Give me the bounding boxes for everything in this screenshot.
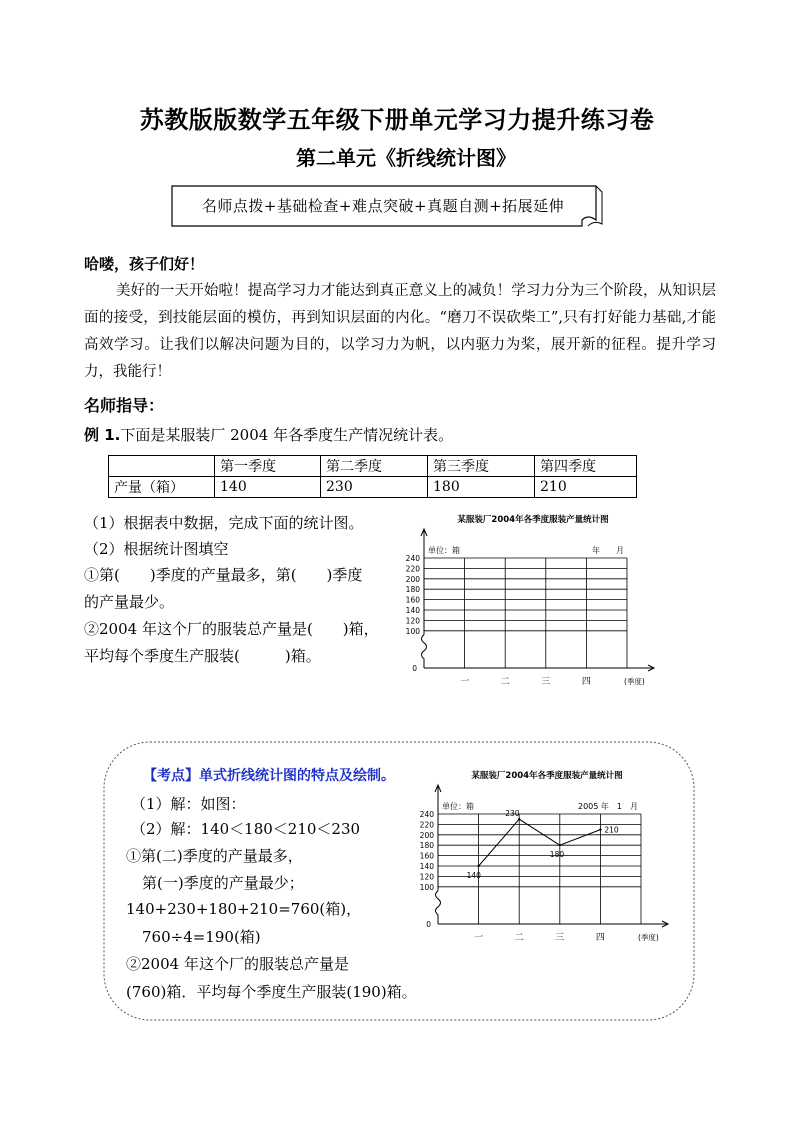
answer-line-5: 140+230+180+210=760(箱)，	[126, 900, 362, 918]
y-tick-label: 200	[419, 830, 434, 840]
production-table	[108, 455, 637, 498]
data-label: 210	[604, 825, 619, 835]
x-tick-label: 三	[555, 933, 565, 943]
axis-break-symbol	[422, 635, 427, 668]
y-tick-label: 180	[419, 841, 434, 851]
table-cell: 第四季度	[535, 456, 637, 477]
x-tick-label: 二	[514, 933, 524, 943]
x-tick-label: 一	[474, 933, 484, 943]
answer-line-1: （1）解：如图：	[131, 795, 246, 813]
data-series-line	[479, 819, 601, 866]
question-2: （2）根据统计图填空	[84, 540, 229, 558]
y-tick-label: 240	[405, 554, 420, 563]
y-tick-label: 220	[419, 820, 434, 830]
answer-line-7: ②2004 年这个厂的服装总产量是	[126, 955, 349, 973]
key-point: 【考点】单式折线统计图的特点及绘制。	[143, 768, 395, 784]
y-tick-label: 0	[426, 920, 431, 929]
intro-paragraph: 美好的一天开始啦！提高学习力才能达到真正意义上的减负！学习力分为三个阶段，从知识层面的接受，到技能层面的模仿，再到知识层面的内化。“磨刀不误砍柴工”,只有打好能力基础,才能高效学习。让我们以解决问题为目的，以学习力为帆，以内驱力为桨，展开新的征程。提升学习力，我能行！	[84, 283, 716, 380]
data-point	[518, 818, 520, 820]
table-cell	[109, 456, 215, 477]
page-title: 苏教版版数学五年级下册单元学习力提升练习卷	[139, 105, 655, 134]
table-cell: 210	[535, 477, 637, 498]
data-label: 230	[505, 809, 520, 819]
question-4a: ②2004 年这个厂的服装总产量是( )箱，	[84, 620, 379, 638]
data-point	[477, 865, 479, 867]
question-3a: ①第( )季度的产量最多，第( )季度	[84, 566, 363, 584]
data-point	[599, 828, 601, 830]
chart-date-label: 2005 年 1 月	[578, 802, 638, 811]
y-tick-label: 220	[405, 564, 420, 574]
chart-unit-label: 单位：箱	[428, 546, 460, 555]
table-header-row	[109, 456, 637, 477]
table-cell: 140	[215, 477, 321, 498]
question-4b: 平均每个季度生产服装( )箱。	[84, 647, 321, 665]
x-axis-label: (季度)	[638, 933, 659, 942]
y-tick-label: 0	[412, 664, 417, 673]
table-cell: 230	[321, 477, 428, 498]
y-tick-label: 100	[405, 626, 420, 636]
unit-subtitle: 第二单元《折线统计图》	[296, 146, 516, 170]
y-tick-label: 120	[405, 616, 420, 626]
answer-line-8: (760)箱．平均每个季度生产服装(190)箱。	[126, 983, 417, 1001]
table-row	[109, 477, 637, 498]
teacher-guide-heading: 名师指导：	[84, 396, 165, 415]
question-1: （1）根据表中数据，完成下面的统计图。	[84, 514, 364, 532]
y-tick-label: 160	[405, 595, 420, 605]
data-label: 180	[549, 850, 565, 860]
table-cell: 第二季度	[321, 456, 428, 477]
example-text: 下面是某服装厂 2004 年各季度生产情况统计表。	[120, 426, 454, 444]
table-cell: 第一季度	[215, 456, 321, 477]
data-label: 140	[466, 871, 481, 880]
y-tick-label: 160	[419, 851, 434, 861]
chart-date-label: 年 月	[592, 546, 624, 555]
y-tick-label: 180	[405, 585, 420, 595]
greeting: 哈喽，孩子们好！	[84, 255, 205, 273]
x-tick-label: 四	[595, 933, 605, 943]
data-point	[559, 844, 561, 846]
x-tick-label: 一	[460, 677, 470, 687]
x-axis-label: (季度)	[624, 677, 645, 686]
answer-line-6: 760÷4=190(箱)	[142, 928, 261, 946]
question-3b: 的产量最少。	[84, 593, 175, 611]
x-tick-label: 二	[500, 677, 510, 687]
table-cell: 180	[428, 477, 535, 498]
answer-line-chart	[416, 766, 678, 948]
chart-unit-label: 单位：箱	[442, 802, 474, 811]
banner-text: 名师点拨+基础检查+难点突破+真题自测+拓展延伸	[201, 197, 565, 215]
axis-break-symbol	[436, 891, 441, 924]
chart-title: 某服装厂2004年各季度服装产量统计图	[457, 515, 609, 525]
answer-line-2: （2）解：140＜180＜210＜230	[131, 820, 361, 838]
example-label: 例 1.	[84, 426, 121, 444]
y-tick-label: 200	[405, 574, 420, 584]
y-tick-label: 140	[405, 606, 420, 615]
table-cell: 第三季度	[428, 456, 535, 477]
example-1	[84, 424, 453, 445]
x-tick-label: 三	[541, 677, 551, 687]
y-tick-label: 240	[419, 810, 434, 819]
table-cell: 产量（箱）	[109, 477, 215, 498]
chart-title: 某服装厂2004年各季度服装产量统计图	[471, 771, 623, 781]
x-tick-label: 四	[581, 677, 591, 687]
answer-line-3: ①第(二)季度的产量最多，	[126, 847, 303, 865]
answer-line-4: 第(一)季度的产量最少；	[142, 874, 304, 892]
y-tick-label: 140	[419, 862, 434, 871]
y-tick-label: 120	[419, 872, 434, 882]
blank-line-chart	[402, 510, 664, 692]
y-tick-label: 100	[419, 882, 434, 892]
